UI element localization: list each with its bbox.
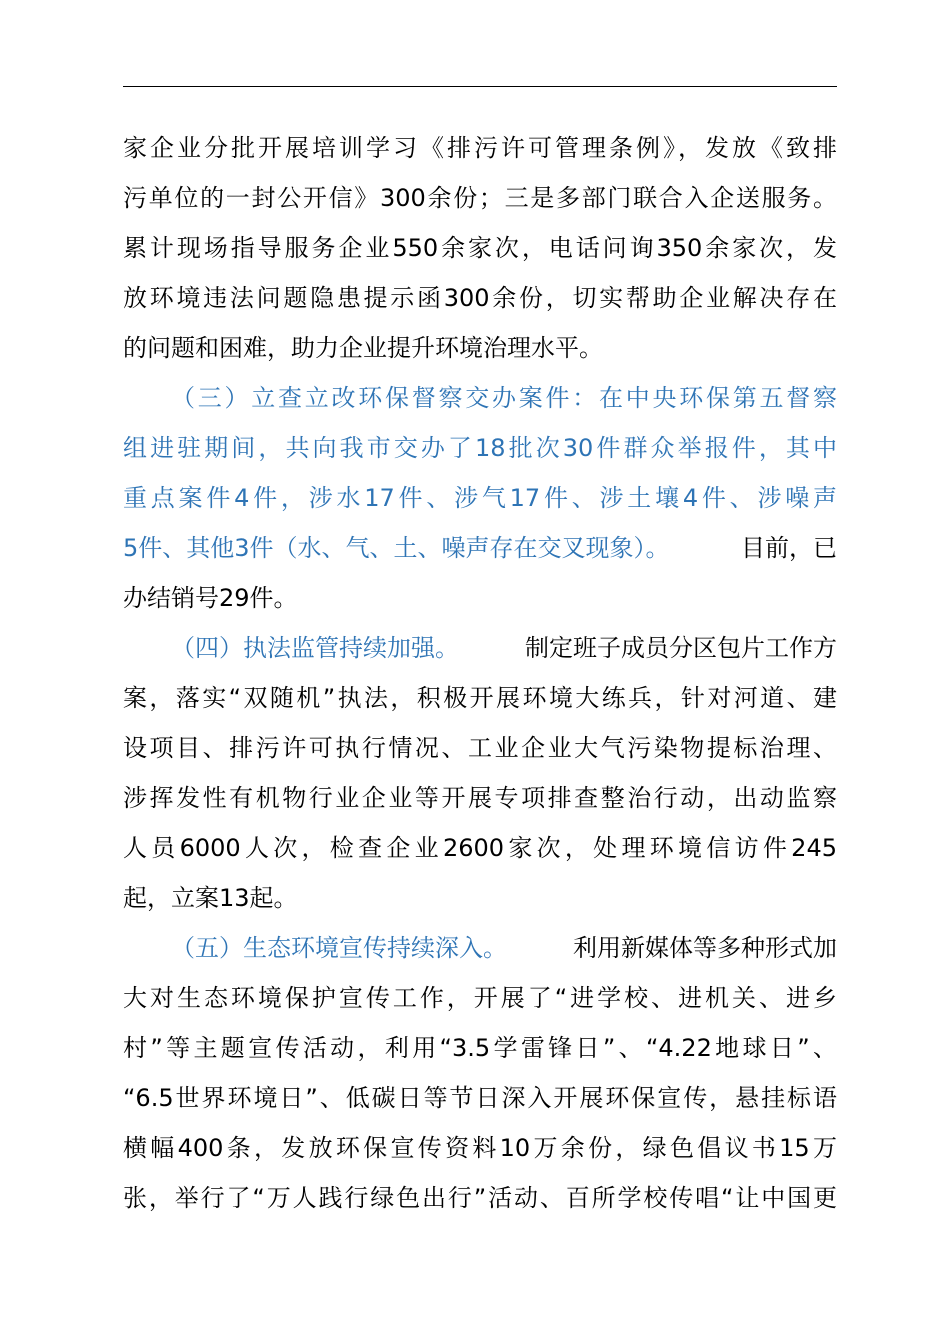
section-5-body-line-5: 横幅400条，发放环保宣传资料10万余份，绿色倡议书15万	[123, 1134, 837, 1162]
paragraph-1-line-3: 累计现场指导服务企业550余家次，电话问询350余家次，发	[123, 234, 837, 262]
section-5-line-1	[171, 933, 837, 963]
section-4-body-line-3: 设项目、排污许可执行情况、工业企业大气污染物提标治理、	[123, 734, 837, 762]
section-4-body-line-5: 人员6000人次，检查企业2600家次，处理环境信访件245	[123, 834, 837, 862]
section-3-line-4	[123, 533, 837, 563]
header-rule	[123, 86, 837, 87]
paragraph-1-line-2: 污单位的一封公开信》300余份；三是多部门联合入企送服务。	[123, 184, 837, 212]
section-3-body-line-4: 目前，已	[741, 534, 837, 562]
section-5-body-line-3: 村”等主题宣传活动，利用“3.5学雷锋日”、“4.22地球日”、	[123, 1034, 837, 1062]
paragraph-1-line-5: 的问题和困难，助力企业提升环境治理水平。	[123, 334, 603, 362]
section-3-body-line-5: 办结销号29件。	[123, 584, 298, 612]
section-5-body-line-1: 利用新媒体等多种形式加	[573, 934, 837, 962]
section-4-body-line-1: 制定班子成员分区包片工作方	[525, 634, 837, 662]
section-5-body-line-6: 张，举行了“万人践行绿色出行”活动、百所学校传唱“让中国更	[123, 1184, 837, 1212]
section-4-line-1	[171, 633, 837, 663]
section-3-heading-line-2: 组进驻期间，共向我市交办了18批次30件群众举报件，其中	[123, 434, 837, 462]
paragraph-1-line-1: 家企业分批开展培训学习《排污许可管理条例》，发放《致排	[123, 134, 837, 162]
section-3-heading-line-4: 5件、其他3件（水、气、土、噪声存在交叉现象）。	[123, 534, 670, 562]
section-4-body-line-4: 涉挥发性有机物行业企业等开展专项排查整治行动，出动监察	[123, 784, 837, 812]
section-5-heading: （五）生态环境宣传持续深入。	[171, 934, 507, 962]
section-3-heading-line-1: （三）立查立改环保督察交办案件：在中央环保第五督察	[171, 384, 837, 412]
section-4-body-line-2: 案，落实“双随机”执法，积极开展环境大练兵，针对河道、建	[123, 684, 837, 712]
section-5-body-line-2: 大对生态环境保护宣传工作，开展了“进学校、进机关、进乡	[123, 984, 837, 1012]
section-3-heading-line-3: 重点案件4件，涉水17件、涉气17件、涉土壤4件、涉噪声	[123, 484, 837, 512]
section-4-body-line-6: 起，立案13起。	[123, 884, 298, 912]
paragraph-1-line-4: 放环境违法问题隐患提示函300余份，切实帮助企业解决存在	[123, 284, 837, 312]
section-5-body-line-4: “6.5世界环境日”、低碳日等节日深入开展环保宣传，悬挂标语	[123, 1084, 837, 1112]
section-4-heading: （四）执法监管持续加强。	[171, 634, 459, 662]
